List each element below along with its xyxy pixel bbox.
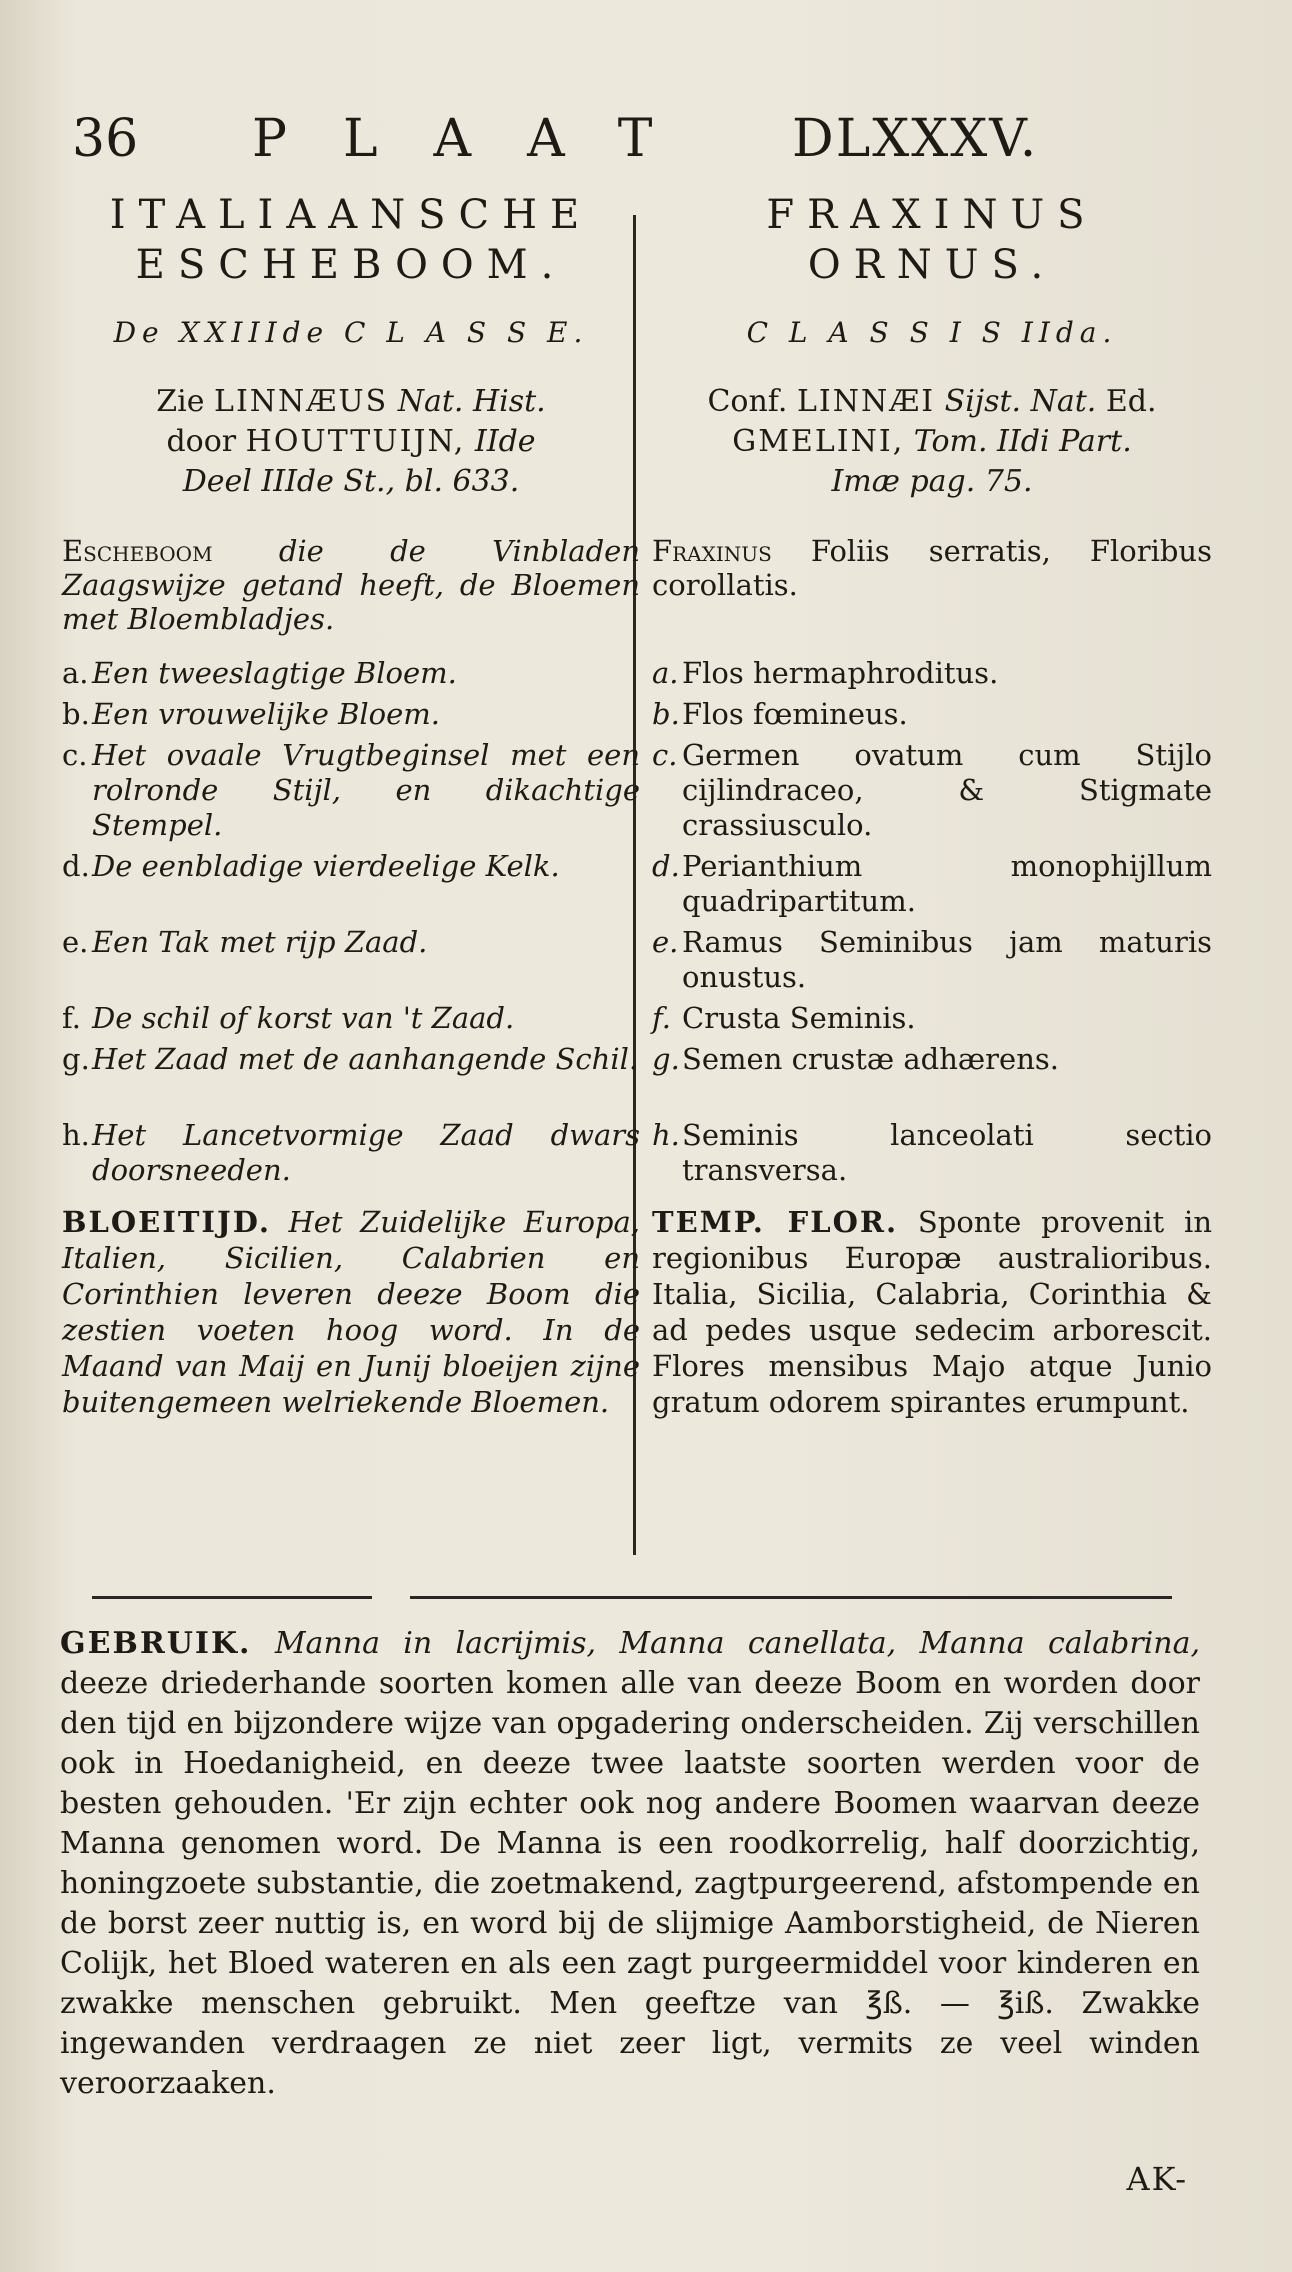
usage-italic-lead: Manna in lacrijmis, Manna canellata, Manna calabrina, xyxy=(274,1626,1200,1661)
latin-column xyxy=(652,190,1212,1420)
running-header xyxy=(72,104,1232,174)
ref-prefix: Zie xyxy=(156,384,205,419)
separator-rule-right xyxy=(410,1596,1172,1599)
usage-label: GEBRUIK. xyxy=(60,1626,252,1661)
dutch-title-line1: ITALIAANSCHE xyxy=(109,192,593,238)
legend-item: b. Flos fœmineus. xyxy=(652,697,908,731)
catchword: AK- xyxy=(1126,2160,1188,2198)
ref-door: door xyxy=(166,424,237,459)
legend-item: e. Een Tak met rijp Zaad. xyxy=(62,925,428,959)
ref-author: LINNÆI xyxy=(796,384,936,419)
latin-title-line2: ORNUS. xyxy=(807,242,1057,288)
dutch-flowering-time xyxy=(62,1204,640,1420)
flowering-text: Sponte provenit in regionibus Europæ australioribus. Italia, Sicilia, Calabria, Corinthia & ad pedes usque sedecim arborescit. Flores mensibus Majo atque Junio gratum odorem spirantes erumpunt. xyxy=(652,1205,1213,1419)
dutch-column xyxy=(62,190,640,1420)
page-number: 36 xyxy=(72,109,139,169)
usage-text: deeze driederhande soorten komen alle van deeze Boom en worden door den tijd en bijzondere wijze van opgadering onderscheiden. Zij verschillen ook in Hoedanigheid, en deeze twee laatste soorten werden voor de besten gehouden. 'Er zijn echter ook nog andere Boomen waarvan deeze Manna genomen word. De Manna is een roodkorrelig, half doorzichtig, honingzoete substantie, die zoetmakend, zagtpurgeerend, afstompende en de borst zeer nuttig is, en word bij de slijmige Aamborstigheid, de Nieren Colijk, het Bloed wateren en als een zagt purgeermiddel voor kinderen en zwakke menschen gebruikt. Men geeftze van ℥ß. — ℥iß. Zwakke ingewanden verdraagen ze niet zeer ligt, vermits ze veel winden veroorzaaken. xyxy=(60,1666,1200,2101)
dutch-reference xyxy=(62,382,640,502)
ref-work: Nat. Hist. xyxy=(397,384,546,419)
desc-rest: Foliis serratis, Floribus corollatis. xyxy=(652,534,1212,602)
legend-item: d. De eenbladige vierdeelige Kelk. xyxy=(62,849,560,883)
ref-editor: GMELINI, xyxy=(732,424,905,459)
dutch-title-line2: ESCHEBOOM. xyxy=(135,242,567,288)
flowering-label: TEMP. FLOR. xyxy=(652,1205,899,1239)
legend-item: e. Ramus Seminibus jam maturis onustus. xyxy=(652,925,1212,994)
ref-work: Sijst. Nat. xyxy=(944,384,1097,419)
latin-title-line1: FRAXINUS xyxy=(766,192,1098,238)
legend-item: a. Een tweeslagtige Bloem. xyxy=(62,656,457,690)
dutch-figure-legend xyxy=(62,656,640,1188)
legend-item: b. Een vrouwelijke Bloem. xyxy=(62,697,441,731)
latin-description xyxy=(652,534,1212,642)
ref-ed: Ed. xyxy=(1105,384,1157,419)
ref-prefix: Conf. xyxy=(707,384,788,419)
latin-classis: C L A S S I S IIda. xyxy=(746,316,1118,349)
ref-translator: HOUTTUIJN, xyxy=(245,424,466,459)
flowering-text: Het Zuidelijke Europa, Italien, Sicilien, Calabrien en Corinthien leveren deeze Boom die zestien voeten hoog word. In de Maand van Maij en Junij bloeijen zijne buitengemeen welriekende Bloemen. xyxy=(62,1205,641,1419)
latin-reference xyxy=(652,382,1212,502)
desc-rest: die de Vinbladen Zaagswijze getand heeft, de Bloemen met Bloembladjes. xyxy=(62,534,640,636)
plate-title: PLAAT xyxy=(252,109,709,169)
latin-title xyxy=(652,190,1212,290)
legend-item: c. Het ovaale Vrugtbeginsel met een rolronde Stijl, en dikachtige Stempel. xyxy=(62,738,640,842)
ref-tom: Tom. IIdi Part. xyxy=(913,424,1132,459)
legend-item: f. De schil of korst van 't Zaad. xyxy=(62,1001,515,1035)
legend-item: d. Perianthium monophijllum quadripartitum. xyxy=(652,849,1212,918)
flowering-label: BLOEITIJD. xyxy=(62,1205,271,1239)
ref-line3: Imæ pag. 75. xyxy=(831,464,1033,499)
dutch-description xyxy=(62,534,640,642)
legend-item: h. Seminis lanceolati sectio transversa. xyxy=(652,1118,1212,1187)
dutch-title xyxy=(62,190,640,290)
ref-author: LINNÆUS xyxy=(214,384,389,419)
ref-part: IIde xyxy=(474,424,536,459)
latin-flowering-time xyxy=(652,1204,1212,1420)
dutch-classe: De XXIIIde C L A S S E. xyxy=(113,316,589,349)
latin-figure-legend xyxy=(652,656,1212,1188)
legend-item: h. Het Lancetvormige Zaad dwars doorsneeden. xyxy=(62,1118,640,1187)
legend-item: f. Crusta Seminis. xyxy=(652,1001,916,1035)
legend-item: c. Germen ovatum cum Stijlo cijlindraceo, & Stigmate crassiusculo. xyxy=(652,738,1212,842)
legend-item: g. Het Zaad met de aanhangende Schil. xyxy=(62,1042,639,1076)
separator-rule-left xyxy=(92,1596,372,1599)
desc-lead: Fraxinus xyxy=(652,534,772,568)
desc-lead: Escheboom xyxy=(62,534,213,568)
legend-item: a. Flos hermaphroditus. xyxy=(652,656,999,690)
usage-section xyxy=(60,1624,1200,2104)
ref-line3: Deel IIIde St., bl. 633. xyxy=(182,464,520,499)
legend-item: g. Semen crustæ adhærens. xyxy=(652,1042,1059,1076)
plate-numeral: DLXXXV. xyxy=(792,109,1039,169)
